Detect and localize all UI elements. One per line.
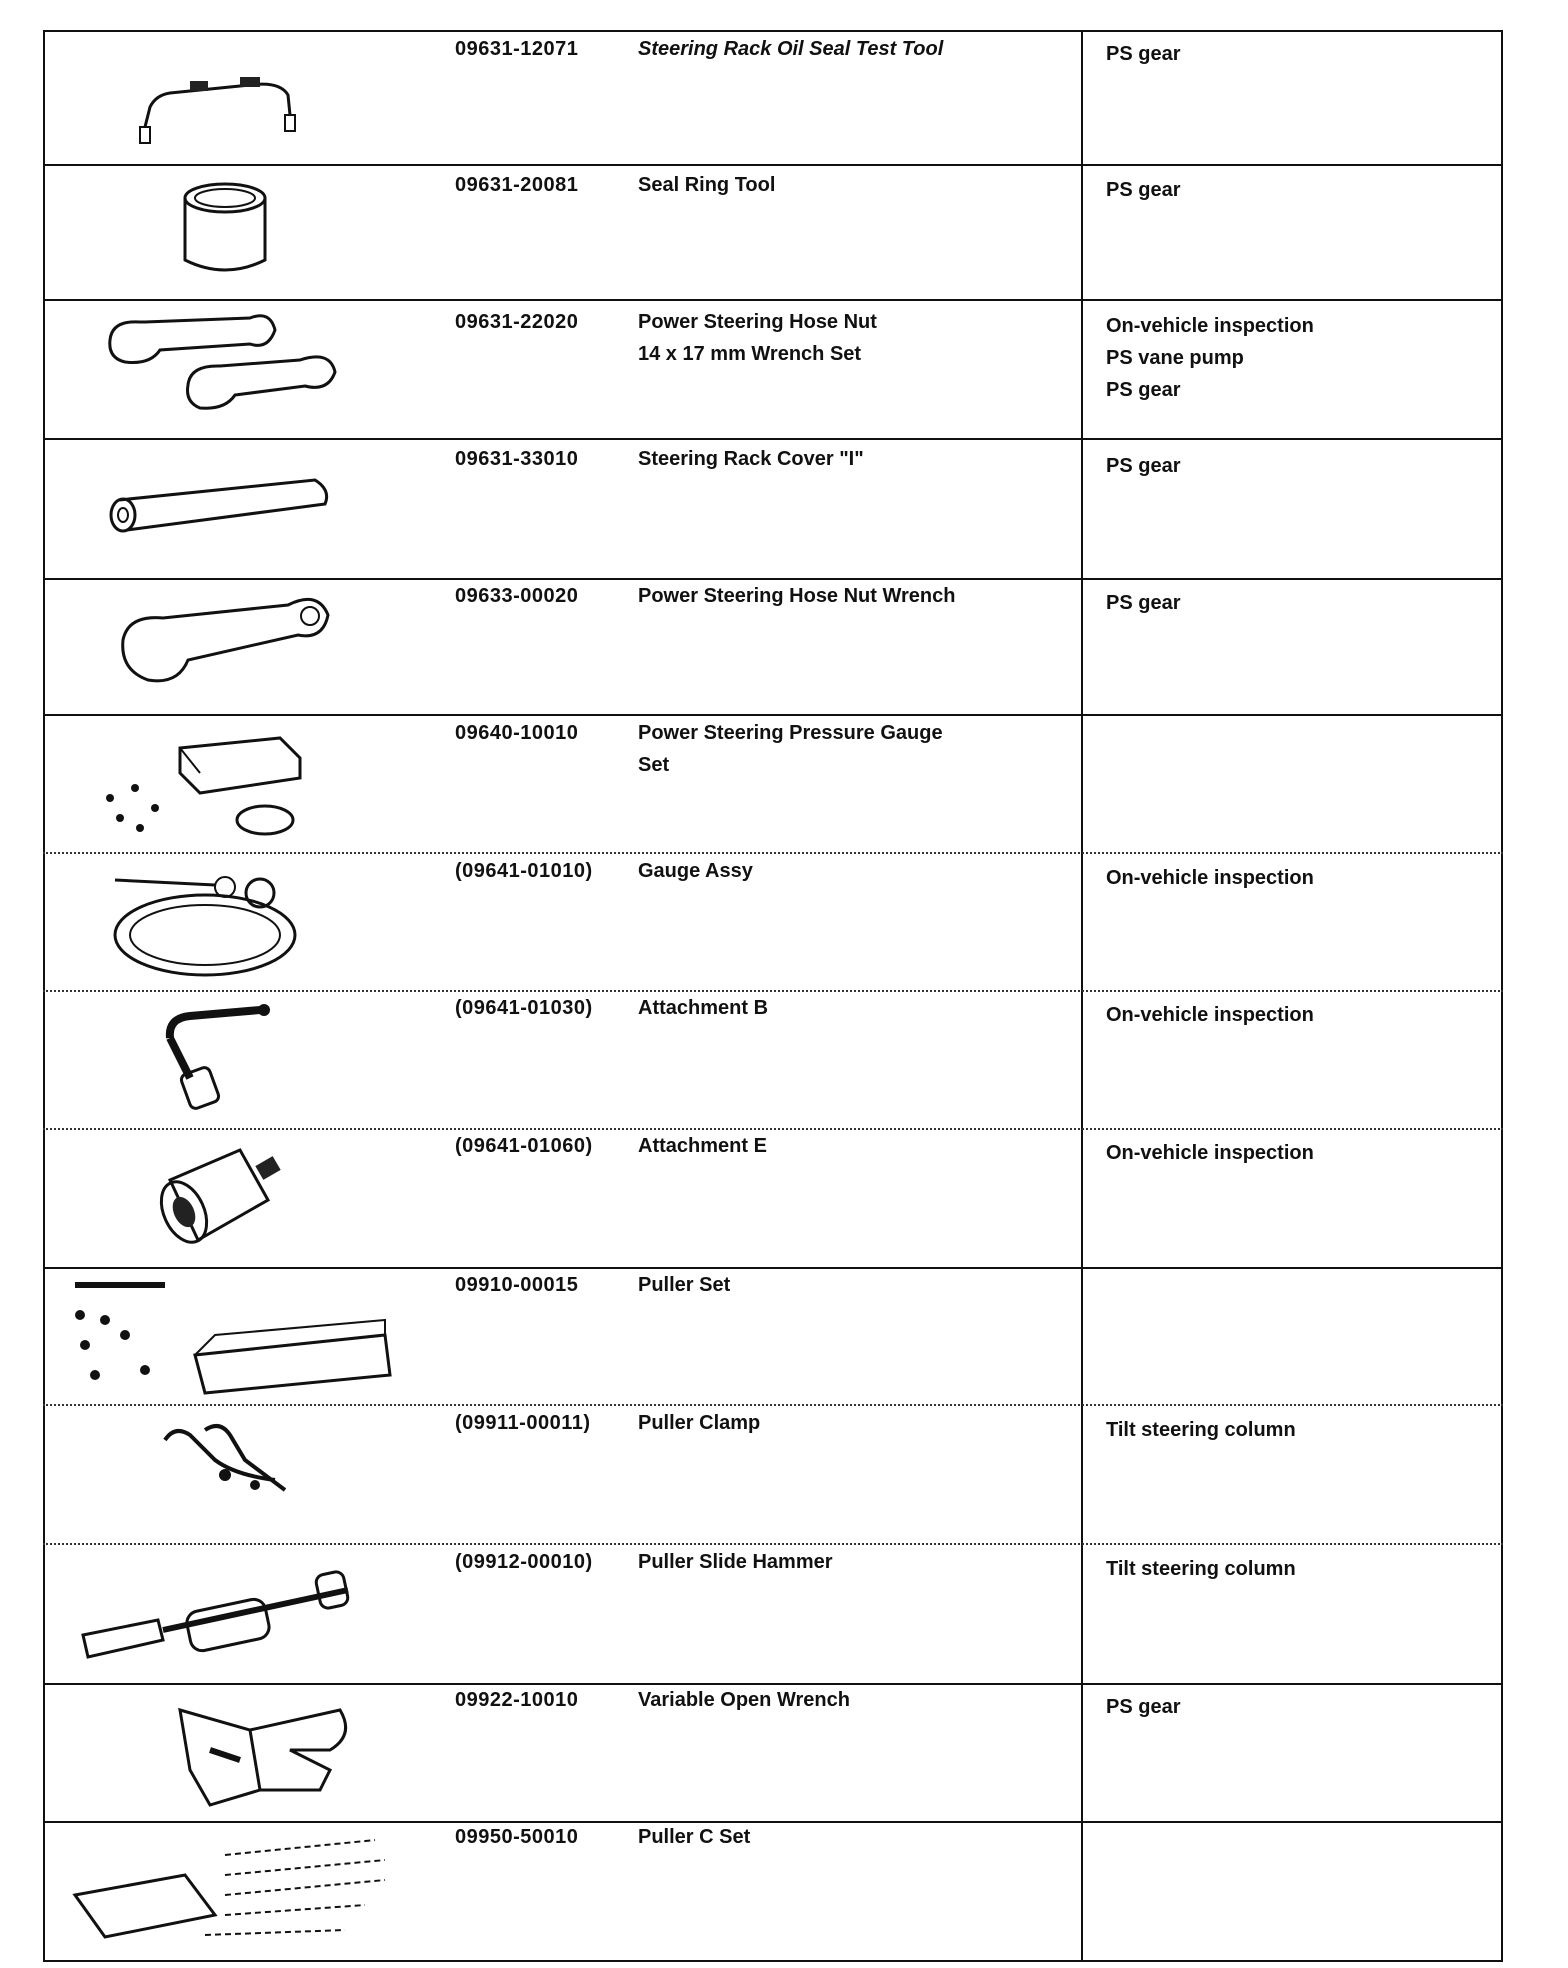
usage-note: PS gear xyxy=(1106,43,1181,65)
test-tool-icon xyxy=(130,55,310,145)
part-number: (09641-01060) xyxy=(455,1135,593,1157)
usage-note: Tilt steering column xyxy=(1106,1558,1296,1580)
usage-note: On-vehicle inspection xyxy=(1106,1004,1314,1026)
open-wrench-icon xyxy=(170,1690,360,1810)
part-number: 09633-00020 xyxy=(455,585,579,607)
part-number: 09640-10010 xyxy=(455,722,579,744)
part-number: (09641-01030) xyxy=(455,997,593,1019)
tool-name-line: Power Steering Hose Nut xyxy=(638,311,877,333)
puller-set-icon xyxy=(65,1275,395,1400)
usage-note: On-vehicle inspection xyxy=(1106,867,1314,889)
slide-hammer-icon xyxy=(78,1565,358,1665)
usage-note: Tilt steering column xyxy=(1106,1419,1296,1441)
wrench-set-icon xyxy=(100,310,350,425)
tool-name: Puller Clamp xyxy=(638,1412,761,1434)
usage-note: PS gear xyxy=(1106,455,1181,477)
tool-name: Seal Ring Tool xyxy=(638,174,776,196)
hose-nut-wrench-icon xyxy=(118,590,338,700)
tool-name: Gauge Assy xyxy=(638,860,753,882)
row-separator-dotted xyxy=(43,1404,1503,1406)
column-divider-notes xyxy=(1081,30,1083,1962)
tool-name: Power Steering Hose Nut Wrench xyxy=(638,585,956,607)
part-number: 09631-20081 xyxy=(455,174,579,196)
puller-clamp-icon xyxy=(155,1420,295,1510)
usage-note: PS vane pump xyxy=(1106,347,1244,369)
usage-note: PS gear xyxy=(1106,379,1181,401)
part-number: 09910-00015 xyxy=(455,1274,579,1296)
part-number: 09631-22020 xyxy=(455,311,579,333)
tool-name-line: 14 x 17 mm Wrench Set xyxy=(638,343,862,365)
tool-name: Variable Open Wrench xyxy=(638,1689,850,1711)
tool-name: Attachment B xyxy=(638,997,769,1019)
tool-name-line: Set xyxy=(638,754,670,776)
row-separator xyxy=(43,714,1503,716)
row-separator xyxy=(43,299,1503,301)
usage-note: On-vehicle inspection xyxy=(1106,315,1314,337)
seal-ring-icon xyxy=(180,180,270,280)
usage-note: PS gear xyxy=(1106,1696,1181,1718)
row-separator-dotted xyxy=(43,1543,1503,1545)
tool-name: Puller C Set xyxy=(638,1826,751,1848)
gauge-set-icon xyxy=(100,728,310,848)
usage-note: PS gear xyxy=(1106,592,1181,614)
tool-name: Attachment E xyxy=(638,1135,767,1157)
part-number: 09631-12071 xyxy=(455,38,579,60)
part-number: 09950-50010 xyxy=(455,1826,579,1848)
attachment-b-icon xyxy=(160,998,280,1118)
tool-name: Steering Rack Cover "I" xyxy=(638,448,864,470)
attachment-e-icon xyxy=(150,1140,290,1260)
tool-name: Puller Set xyxy=(638,1274,731,1296)
tool-name: Steering Rack Oil Seal Test Tool xyxy=(638,38,944,60)
row-separator xyxy=(43,438,1503,440)
usage-note: PS gear xyxy=(1106,179,1181,201)
gauge-assy-icon xyxy=(105,865,305,985)
part-number: (09912-00010) xyxy=(455,1551,593,1573)
rack-cover-icon xyxy=(105,470,335,540)
tool-name-line: Power Steering Pressure Gauge xyxy=(638,722,943,744)
tool-name: Puller Slide Hammer xyxy=(638,1551,833,1573)
row-separator xyxy=(43,164,1503,166)
part-number: (09911-00011) xyxy=(455,1412,591,1434)
row-separator-dotted xyxy=(43,852,1503,854)
puller-c-set-icon xyxy=(65,1835,395,1950)
usage-note: On-vehicle inspection xyxy=(1106,1142,1314,1164)
part-number: (09641-01010) xyxy=(455,860,593,882)
part-number: 09922-10010 xyxy=(455,1689,579,1711)
part-number: 09631-33010 xyxy=(455,448,579,470)
